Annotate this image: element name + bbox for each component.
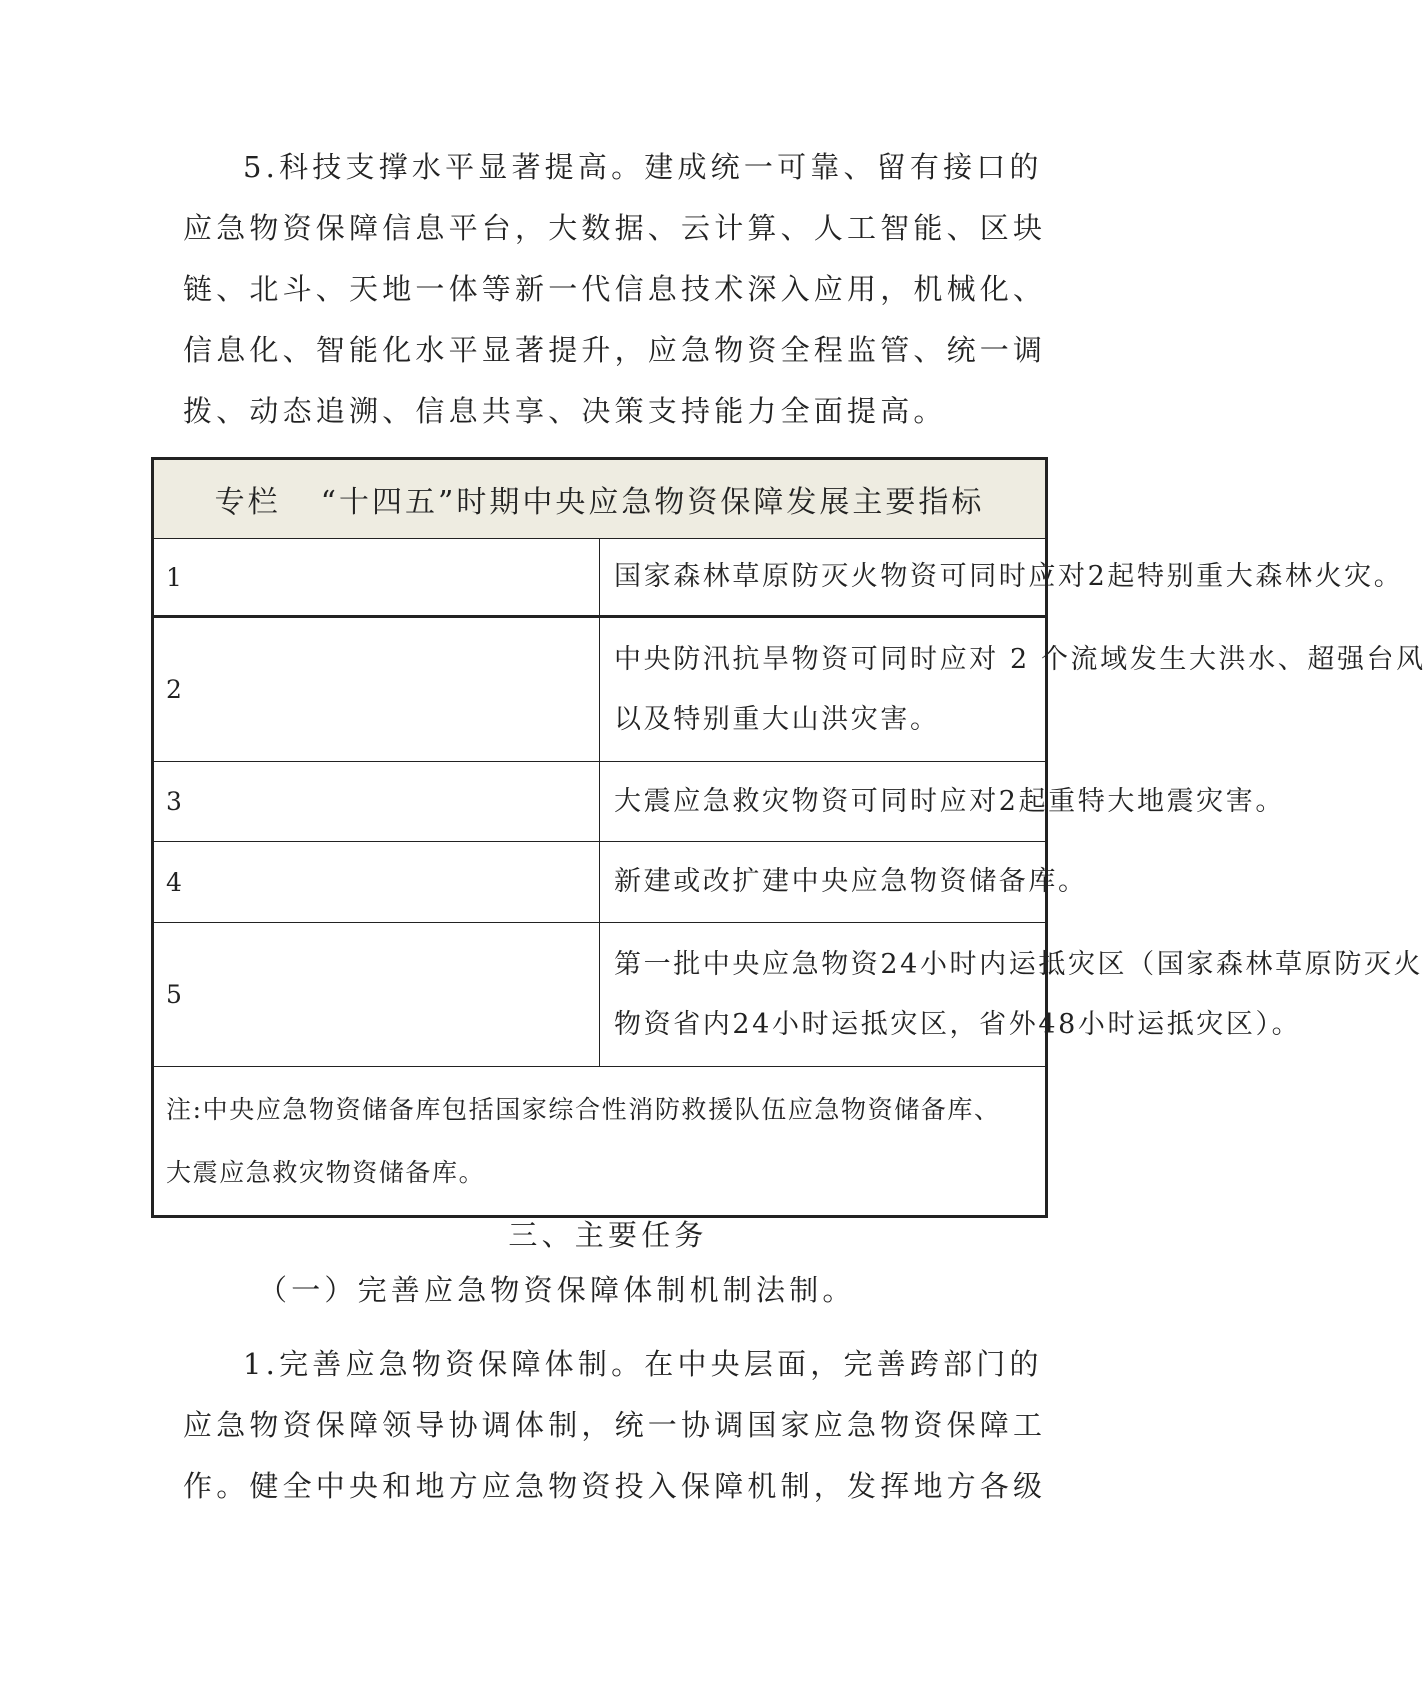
row-text (600, 762, 1285, 842)
note-line: 大震应急救灾物资储备库。 (166, 1158, 486, 1187)
table-row (153, 923, 1047, 1067)
paragraph-line: 应急物资保障领导协调体制，统一协调国家应急物资保障工 (183, 1408, 1047, 1442)
paragraph-line: 5.科技支撑水平显著提高。建成统一可靠、留有接口的 (243, 150, 1043, 184)
indicator-table (151, 457, 1426, 1218)
intro-paragraph (183, 137, 1047, 442)
row-number: 4 (153, 842, 600, 923)
table-row (153, 617, 1047, 762)
table-row (153, 762, 1047, 842)
body-paragraph (183, 1334, 1047, 1517)
paragraph-line: 应急物资保障信息平台，大数据、云计算、人工智能、区块 (183, 211, 1047, 245)
row-text-line: 中央防汛抗旱物资可同时应对 2 个流域发生大洪水、超强台风 (614, 643, 1426, 675)
row-number: 5 (153, 923, 600, 1067)
row-number: 1 (153, 539, 600, 617)
subsection-heading: （一）完善应急物资保障体制机制法制。 (258, 1273, 856, 1307)
paragraph-line: 拨、动态追溯、信息共享、决策支持能力全面提高。 (183, 394, 947, 428)
paragraph-line: 信息化、智能化水平显著提升，应急物资全程监管、统一调 (183, 333, 1047, 367)
row-text (600, 842, 1088, 923)
row-text (600, 617, 1426, 762)
row-text (600, 923, 1424, 1067)
table-row (153, 539, 1047, 617)
row-text-line: 以及特别重大山洪灾害。 (614, 703, 940, 735)
row-number: 2 (153, 617, 600, 762)
paragraph-line: 1.完善应急物资保障体制。在中央层面，完善跨部门的 (243, 1347, 1043, 1381)
row-number: 3 (153, 762, 600, 842)
caption-title: “十四五”时期中央应急物资保障发展主要指标 (320, 485, 985, 520)
caption-prefix: 专栏 (214, 485, 281, 520)
row-text-line: 新建或改扩建中央应急物资储备库。 (614, 866, 1088, 897)
row-text-line: 国家森林草原防灭火物资可同时应对2起特别重大森林火灾。 (614, 561, 1404, 592)
note-line: 注:中央应急物资储备库包括国家综合性消防救援队伍应急物资储备库、 (166, 1095, 1001, 1124)
paragraph-line: 链、北斗、天地一体等新一代信息技术深入应用，机械化、 (183, 272, 1047, 306)
row-text (600, 539, 1404, 617)
row-text-line: 第一批中央应急物资24小时内运抵灾区（国家森林草原防灭火 (614, 948, 1424, 980)
row-text-line: 大震应急救灾物资可同时应对2起重特大地震灾害。 (614, 785, 1285, 817)
section-heading: 三、主要任务 (508, 1218, 708, 1252)
table-note (153, 1067, 1047, 1217)
table-caption (153, 459, 1047, 539)
table-row (153, 842, 1047, 923)
paragraph-line: 作。健全中央和地方应急物资投入保障机制，发挥地方各级 (183, 1469, 1047, 1503)
row-text-line: 物资省内24小时运抵灾区，省外48小时运抵灾区）。 (614, 1008, 1302, 1040)
